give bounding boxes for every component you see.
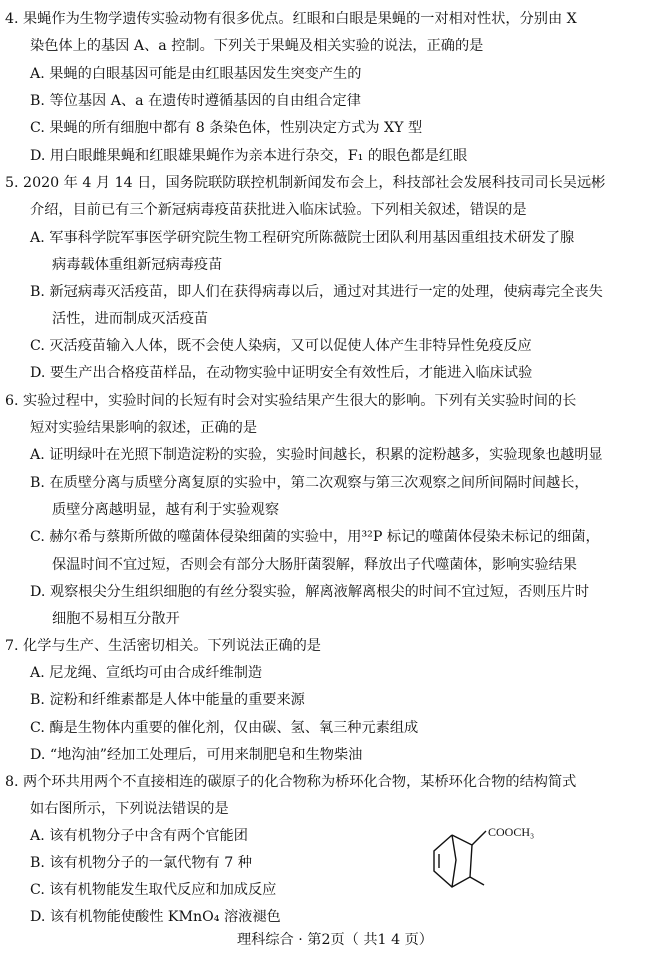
q4-option-a: A. 果蝇的白眼基因可能是由红眼基因发生突变产生的 xyxy=(30,66,362,82)
q5-stem-line-1: 5. 2020 年 4 月 14 日，国务院联防联控机制新闻发布会上，科技部社会发展科技司司长吴远彬 xyxy=(5,175,606,191)
page-footer: 理科综合 · 第2页（ 共1 4 页） xyxy=(236,932,433,948)
q7-stem-line-1: 7. 化学与生产、生活密切相关。下列说法正确的是 xyxy=(5,638,321,654)
q8-stem-line-1: 8. 两个环共用两个不直接相连的碳原子的化合物称为桥环化合物，某桥环化合物的结构简式 xyxy=(5,774,577,790)
q6-option-d-cont: 细胞不易相互分散开 xyxy=(52,611,180,627)
q4-option-c: C. 果蝇的所有细胞中都有 8 条染色体，性别决定方式为 XY 型 xyxy=(30,120,423,136)
q5-option-a-cont: 病毒载体重组新冠病毒疫苗 xyxy=(52,257,223,273)
q8-option-b: B. 该有机物分子的一氯代物有 7 种 xyxy=(30,855,252,871)
q6-option-c: C. 赫尔希与蔡斯所做的噬菌体侵染细菌的实验中，用³²P 标记的噬菌体侵染未标记的细菌， xyxy=(30,529,600,545)
q6-stem-line-2: 短对实验结果影响的叙述，正确的是 xyxy=(30,420,258,436)
q5-option-a: A. 军事科学院军事医学研究院生物工程研究所陈薇院士团队利用基因重组技术研发了腺 xyxy=(30,230,575,246)
q4-option-b: B. 等位基因 A、a 在遗传时遵循基因的自由组合定律 xyxy=(30,93,361,109)
q4-stem-line-1: 4. 果蝇作为生物学遗传实验动物有很多优点。红眼和白眼是果蝇的一对相对性状，分别由 X xyxy=(5,11,577,27)
q6-option-b-cont: 质壁分离越明显，越有利于实验观察 xyxy=(52,502,280,518)
bicyclic-structure-figure xyxy=(420,815,580,895)
q8-stem-line-2: 如右图所示，下列说法错误的是 xyxy=(30,801,229,817)
q4-stem-line-2: 染色体上的基因 A、a 控制。下列关于果蝇及相关实验的说法，正确的是 xyxy=(30,38,484,54)
q5-stem-line-2: 介绍，目前已有三个新冠病毒疫苗获批进入临床试验。下列相关叙述，错误的是 xyxy=(30,202,527,218)
ester-group-label: COOCH₃ xyxy=(488,825,535,839)
q7-option-c: C. 酶是生物体内重要的催化剂，仅由碳、氢、氧三种元素组成 xyxy=(30,720,419,736)
structure-bonds xyxy=(434,831,486,887)
q5-option-b: B. 新冠病毒灭活疫苗，即人们在获得病毒以后，通过对其进行一定的处理，使病毒完全丧失 xyxy=(30,284,603,300)
q6-option-a: A. 证明绿叶在光照下制造淀粉的实验，实验时间越长，积累的淀粉越多，实验现象也越明显 xyxy=(30,447,603,463)
q8-option-d: D. 该有机物能使酸性 KMnO₄ 溶液褪色 xyxy=(30,909,281,925)
q7-option-b: B. 淀粉和纤维素都是人体中能量的重要来源 xyxy=(30,692,305,708)
q7-option-d: D. “地沟油”经加工处理后，可用来制肥皂和生物柴油 xyxy=(30,747,363,763)
q6-stem-line-1: 6. 实验过程中，实验时间的长短有时会对实验结果产生很大的影响。下列有关实验时间的长 xyxy=(5,393,577,409)
q8-option-c: C. 该有机物能发生取代反应和加成反应 xyxy=(30,882,277,898)
q5-option-b-cont: 活性，进而制成灭活疫苗 xyxy=(52,311,209,327)
q5-option-c: C. 灭活疫苗输入人体，既不会使人染病，又可以促使人体产生非特异性免疫反应 xyxy=(30,338,532,354)
q8-option-a: A. 该有机物分子中含有两个官能团 xyxy=(30,828,248,844)
q6-option-d: D. 观察根尖分生组织细胞的有丝分裂实验，解离液解离根尖的时间不宜过短，否则压片时 xyxy=(30,584,590,600)
q7-option-a: A. 尼龙绳、宣纸均可由合成纤维制造 xyxy=(30,665,263,681)
q6-option-c-cont: 保温时间不宜过短，否则会有部分大肠肝菌裂解，释放出子代噬菌体，影响实验结果 xyxy=(52,557,577,573)
q4-option-d: D. 用白眼雌果蝇和红眼雄果蝇作为亲本进行杂交，F₁ 的眼色都是红眼 xyxy=(30,148,468,164)
q6-option-b: B. 在质壁分离与质壁分离复原的实验中，第二次观察与第三次观察之间所间隔时间越长， xyxy=(30,475,589,491)
q5-option-d: D. 要生产出合格疫苗样品，在动物实验中证明安全有效性后，才能进入临床试验 xyxy=(30,365,533,381)
